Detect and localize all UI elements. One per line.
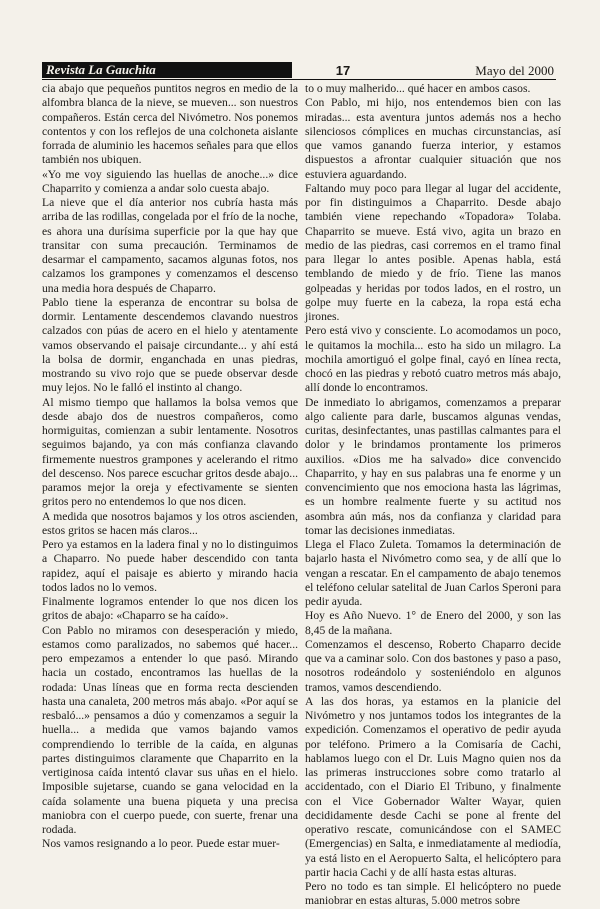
paragraph: A las dos horas, ya estamos en la planicie del Nivómetro y nos juntamos todos los integrantes de la expedición. Comenzamos el operativo de pedir ayuda por teléfono. Primero a la Comisaría de Cachi, hablamos luego con el Dr. Luis Magno quien nos da las primeras instrucciones sobre como tratarlo al accidentado, con el Diario El Tribuno, y finalmente con el Vice Gobernador Walter Wayar, quien decididamente desde Cachi se pone al frente del operativo rescate, comunicándose con el SAMEC (Emergencias) en Salta, e inmediatamente al mediodía, ya está listo en el Aeropuerto Salta, el helicóptero para partir hacia Cachi y de allí hasta estas alturas. — [305, 694, 561, 879]
paragraph: A medida que nosotros bajamos y los otros ascienden, estos gritos se hacen más claros... — [42, 509, 298, 537]
paragraph: to o muy malherido... qué hacer en ambos casos. — [305, 82, 531, 95]
page-header — [42, 62, 556, 80]
paragraph: Al mismo tiempo que hallamos la bolsa vemos que desde abajo dos de nuestros compañeros, como hormiguitas, comienzan a subir lentamente. Nosotros seguimos bajando, ya con más confianza clavando firmemente nuestros grampones y acelerando el ritmo del descenso. Nos parece escuchar gritos desde abajo... paramos mejor la oreja y efectivamente se sienten gritos pero no entendemos lo que nos dicen. — [42, 395, 298, 509]
paragraph: Comenzamos el descenso, Roberto Chaparro decide que va a caminar solo. Con dos bastones y paso a paso, nosotros rodeándolo y sosteniéndolo en algunos tramos, vamos descendiendo. — [305, 637, 561, 694]
right-column — [305, 82, 561, 908]
paragraph: «Yo me voy siguiendo las huellas de anoche...» dice Chaparrito y comienza a andar solo cuesta abajo. — [42, 167, 298, 195]
magazine-title: Revista La Gauchita — [42, 62, 292, 78]
issue-date: Mayo del 2000 — [475, 63, 554, 78]
paragraph: Pero no todo es tan simple. El helicóptero no puede maniobrar en estas alturas, 5.000 metros sobre — [305, 880, 561, 908]
paragraph: Hoy es Año Nuevo. 1° de Enero del 2000, y son las 8,45 de la mañana. — [305, 609, 561, 637]
paragraph: Nos vamos resignando a lo peor. Puede estar muer- — [42, 837, 280, 851]
paragraph: Finalmente logramos entender lo que nos dicen los gritos de abajo: «Chaparro se ha caído». — [42, 595, 298, 623]
paragraph: De inmediato lo abrigamos, comenzamos a preparar algo caliente para darle, buscamos algunas vendas, curitas, desinfectantes, unas pastillas calmantes para el dolor y le brindamos prontamente los primeros auxilios. «Dios me ha salvado» dice convencido Chaparrito, y hay en sus palabras una fe enorme y un convencimiento que nos emociona hasta las lágrimas, es un hombre realmente fuerte y su actitud nos asombra aún más, nos da confianza y claridad para tomar las decisiones inmediatas. — [305, 395, 561, 537]
paragraph: Faltando muy poco para llegar al lugar del accidente, por fin distinguimos a Chaparrito. Desde abajo también viene repechando «Topadora» Tolaba. Chaparrito se mueve. Está vivo, agita un brazo en medio de las piedras, casi corremos en el tramo final para llegar lo antes posible. Apenas habla, está temblando de miedo y de frío. Tiene las manos golpeadas y heridas por todos lados, en el rostro, un golpe muy fuerte en la cabeza, la ropa está echa jirones. — [305, 181, 561, 323]
paragraph: Pero está vivo y consciente. Lo acomodamos un poco, le quitamos la mochila... esto ha sido un milagro. La mochila amortiguó el golpe final, cayó en línea recta, chocó en las piedras y rebotó cuatro metros más abajo, allí donde lo encontramos. — [305, 324, 561, 395]
paragraph: Pero ya estamos en la ladera final y no lo distinguimos a Chaparro. No puede haber descendido con tanta rapidez, aquí el paisaje es abierto y mirando hacia todos lados no lo vemos. — [42, 538, 298, 594]
paragraph: Con Pablo, mi hijo, nos entendemos bien con las miradas... esta aventura juntos además nos a hecho silenciosos cómplices en muchas circunstancias, así que vamos ganando fuerza interior, y estamos dispuestos a afrontar cualquier situación que nos estuviera aguardando. — [305, 96, 561, 181]
paragraph: Llega el Flaco Zuleta. Tomamos la determinación de bajarlo hasta el Nivómetro como sea, y de allí que lo vengan a rescatar. En el campamento de abajo tenemos el teléfono celular satelital de Juan Carlos Speroni para pedir ayuda. — [305, 538, 561, 608]
paragraph: Pablo tiene la esperanza de encontrar su bolsa de dormir. Lentamente descendemos clavando nuestros calzados con púas de acero en el hielo y atentamente vamos observando el paisaje circundante... y ahí está la bolsa de dormir, enganchada en unas piedras, mostrando su vivo rojo que se puede observar desde muy lejos. No le falló el instinto al chango. — [42, 295, 298, 395]
paragraph: Con Pablo no miramos con desesperación y miedo, estamos como paralizados, no sabemos qué hacer... pero empezamos a entender lo que pasó. Mirando hacia un costado, encontramos las huellas de la rodada: Unas líneas que en forma recta descienden hasta una canaleta, 200 metros más abajo. «Por aquí se resbaló...» pensamos a dúo y comenzamos a seguir la huella... a medida que vamos bajando vamos comprendiendo lo terrible de la caída, en algunas partes distinguimos claramente que Chaparrito en la vertiginosa caída intentó clavar sus uñas en el hielo. Imposible sujetarse, cuando se gana velocidad en la caída solamente una buena piqueta y una precisa maniobra con el cuerpo puede, con suerte, frenar una rodada. — [42, 623, 298, 836]
left-column — [42, 82, 298, 882]
paragraph: cia abajo que pequeños puntitos negros en medio de la alfombra blanca de la nieve, se mueven... son nuestros compañeros. Están cerca del Nivómetro. Nos ponemos contentos y con los reflejos de una colchoneta aislante forrada de aluminio les hacemos señales para que ellos también nos ubiquen. — [42, 82, 298, 167]
page-number: 17 — [335, 63, 351, 78]
paragraph: La nieve que el día anterior nos cubría hasta más arriba de las rodillas, congelada por el frío de la noche, es ahora una durísima superficie por la que hay que transitar con suma precaución. Terminamos de desarmar el campamento, sacamos algunas fotos, nos calzamos los grampones y comenzamos el descenso una media hora después de Chaparro. — [42, 196, 298, 295]
